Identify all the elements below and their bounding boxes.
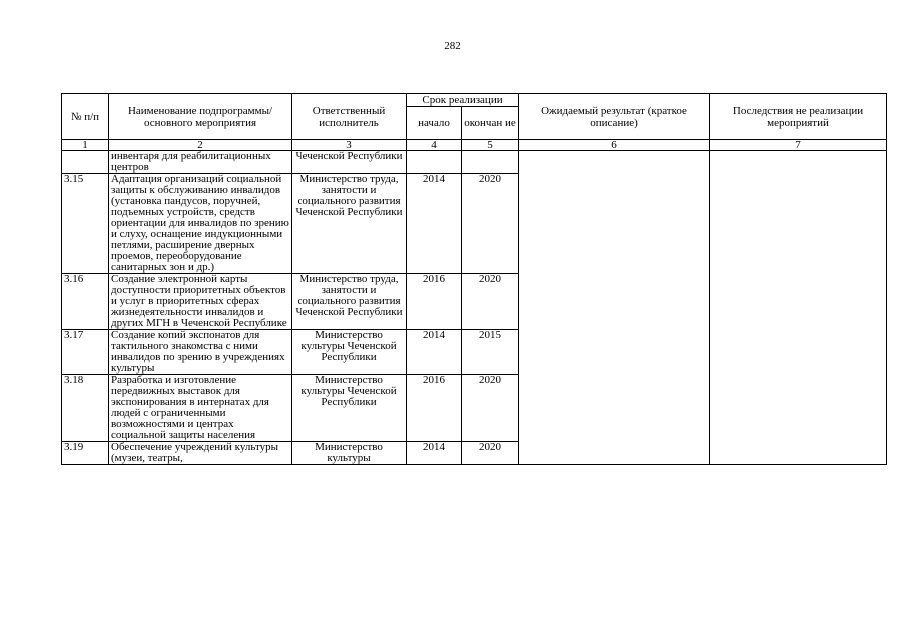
- header-end: окончан ие: [462, 107, 519, 140]
- row-number: [62, 151, 109, 174]
- column-number: 2: [109, 140, 292, 151]
- row-executor: Министерство культуры Чеченской Республики: [292, 330, 407, 375]
- column-number: 6: [519, 140, 710, 151]
- header-name: Наименование подпрограммы/ основного мероприятия: [109, 94, 292, 140]
- row-end: 2020: [462, 442, 519, 465]
- row-name: Разработка и изготовление передвижных выставок для экспонирования в интернатах для людей с ограниченными возможностями и центрах социальной защиты населения: [109, 375, 292, 442]
- header-consequences: Последствия не реализации мероприятий: [710, 94, 887, 140]
- result-cell: [519, 151, 710, 465]
- row-executor: Министерство культуры: [292, 442, 407, 465]
- row-number: 3.18: [62, 375, 109, 442]
- row-executor: Министерство труда, занятости и социального развития Чеченской Республики: [292, 174, 407, 274]
- row-end: 2020: [462, 274, 519, 330]
- row-executor: Министерство труда, занятости и социального развития Чеченской Республики: [292, 274, 407, 330]
- row-end: 2020: [462, 174, 519, 274]
- row-name: Создание копий экспонатов для тактильного знакомства с ними инвалидов по зрению в учреждениях культуры: [109, 330, 292, 375]
- row-start: 2014: [407, 330, 462, 375]
- row-executor: Чеченской Республики: [292, 151, 407, 174]
- page-number: 282: [444, 40, 461, 52]
- header-period: Срок реализации: [407, 94, 519, 107]
- header-num: № п/п: [62, 94, 109, 140]
- row-start: 2016: [407, 375, 462, 442]
- row-start: 2016: [407, 274, 462, 330]
- header-result: Ожидаемый результат (краткое описание): [519, 94, 710, 140]
- row-name: Создание электронной карты доступности приоритетных объектов и услуг в приоритетных сферах жизнедеятельности инвалидов и других МГН в Чеченской Республике: [109, 274, 292, 330]
- row-name: Обеспечение учреждений культуры (музеи, театры,: [109, 442, 292, 465]
- row-name: инвентаря для реабилитационных центров: [109, 151, 292, 174]
- row-number: 3.17: [62, 330, 109, 375]
- program-table: [61, 93, 887, 465]
- row-end: 2020: [462, 375, 519, 442]
- column-number: 5: [462, 140, 519, 151]
- row-number: 3.15: [62, 174, 109, 274]
- row-end: [462, 151, 519, 174]
- consequences-cell: [710, 151, 887, 465]
- column-number-row: [62, 140, 887, 151]
- row-start: 2014: [407, 442, 462, 465]
- row-start: [407, 151, 462, 174]
- column-number: 4: [407, 140, 462, 151]
- table-row: [62, 151, 887, 174]
- column-number: 3: [292, 140, 407, 151]
- header-start: начало: [407, 107, 462, 140]
- row-name: Адаптация организаций социальной защиты к обслуживанию инвалидов (установка пандусов, поручней, подъемных устройств, средств ориентации для инвалидов по зрению и слуху, оснащение индукционными петлями, расширение дверных проемов, переоборудование санитарных зон и др.): [109, 174, 292, 274]
- row-executor: Министерство культуры Чеченской Республики: [292, 375, 407, 442]
- column-number: 7: [710, 140, 887, 151]
- row-end: 2015: [462, 330, 519, 375]
- header-executor: Ответственный исполнитель: [292, 94, 407, 140]
- row-start: 2014: [407, 174, 462, 274]
- column-number: 1: [62, 140, 109, 151]
- row-number: 3.16: [62, 274, 109, 330]
- row-number: 3.19: [62, 442, 109, 465]
